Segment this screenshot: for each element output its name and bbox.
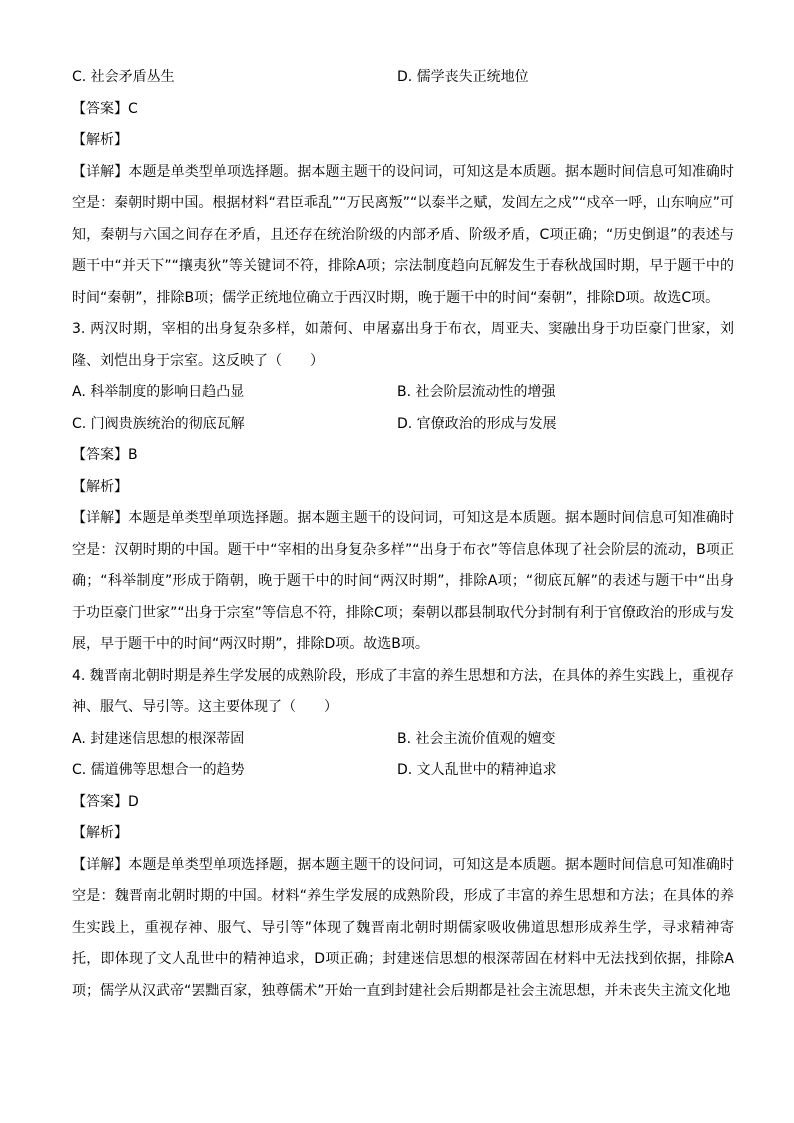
q2-answer (72, 94, 734, 126)
q3-stem: 3. 两汉时期，宰相的出身复杂多样，如萧何、申屠嘉出身于布衣，周亚夫、窦融出身于功臣豪门世家，刘隆、刘恺出身于宗室。这反映了（ ） (72, 321, 734, 369)
q2-options-row-cd (72, 62, 734, 94)
q4-option-c: C. 儒道佛等思想合一的趋势 (72, 762, 245, 778)
q2-answer-value: C (128, 100, 138, 117)
q4-options-row-ab (72, 724, 734, 756)
q3-option-d: D. 官僚政治的形成与发展 (397, 415, 557, 432)
q3-detail-tag: 【详解】 (72, 510, 129, 526)
q4-options-row-cd (72, 755, 734, 787)
q4-analysis-heading: 【解析】 (72, 825, 128, 841)
q2-option-d: D. 儒学丧失正统地位 (397, 69, 529, 85)
q4-option-d: D. 文人乱世中的精神追求 (397, 762, 557, 778)
q3-option-a: A. 科举制度的影响日趋凸显 (72, 384, 245, 400)
q4-answer-value: D (128, 793, 139, 810)
q3-option-c: C. 门阀贵族统治的彻底瓦解 (72, 415, 245, 432)
q4-option-a: A. 封建迷信思想的根深蒂固 (72, 730, 245, 747)
q4-stem: 4. 魏晋南北朝时期是养生学发展的成熟阶段，形成了丰富的养生思想和方法，在具体的养生实践上，重视存神、服气、导引等。这主要体现了（ ） (72, 667, 734, 715)
q4-answer (72, 787, 734, 819)
q3-detail-text: 本题是单类型单项选择题。据本题主题干的设问词，可知这是本质题。据本题时间信息可知准确时空是：汉朝时期的中国。题干中“宰相的出身复杂多样”“出身于布衣”等信息体现了社会阶层的流动，B项正确；“科举制度”形成于隋朝，晚于题干中的时间“两汉时期”，排除A项；“彻底瓦解”的表述与题干中“出身于功臣豪门世家”“出身于宗室”等信息不符，排除C项；秦朝以郡县制取代分封制有利于官僚政治的形成与发展，早于题干中的时间“两汉时期”，排除D项。故选B项。 (72, 510, 735, 652)
q2-detail-text: 本题是单类型单项选择题。据本题主题干的设问词，可知这是本质题。据本题时间信息可知准确时空是：秦朝时期中国。根据材料“君臣乖乱”“万民离叛”“以泰半之赋，发闾左之戍”“戍卒一呼，山东响应”可知，秦朝与六国之间存在矛盾，且还存在统治阶级的内部矛盾、阶级矛盾，C项正确；“历史倒退”的表述与题干中“并天下”“攘夷狄”等关键词不符，排除A项；宗法制度趋向瓦解发生于春秋战国时期，早于题干中的时间“秦朝”，排除B项；儒学正统地位确立于西汉时期，晚于题干中的时间“秦朝”，排除D项。故选C项。 (72, 163, 735, 306)
q2-answer-tag: 【答案】 (72, 100, 128, 117)
q2-option-c: C. 社会矛盾丛生 (72, 69, 175, 85)
q4-detail-tag: 【详解】 (72, 856, 129, 873)
q3-answer-tag: 【答案】 (72, 447, 128, 463)
q2-detail-paragraph (72, 157, 734, 315)
q3-option-b: B. 社会阶层流动性的增强 (397, 384, 556, 400)
q3-analysis-heading: 【解析】 (72, 478, 128, 495)
q3-detail-paragraph (72, 503, 734, 661)
q4-detail-paragraph (72, 850, 734, 1008)
document-page (72, 62, 734, 1007)
q4-detail-text: 本题是单类型单项选择题，据本题主题干的设问词，可知这是本质题。据本题时间信息可知准确时空是：魏晋南北朝时期的中国。材料“养生学发展的成熟阶段，形成了丰富的养生思想和方法；在具体的养生实践上，重视存神、服气、导引等”体现了魏晋南北朝时期儒家吸收佛道思想形成养生学，寻求精神寄托，即体现了文人乱世中的精神追求，D项正确；封建迷信思想的根深蒂固在材料中无法找到依据，排除A项；儒学从汉武帝“罢黜百家，独尊儒术”开始一直到封建社会后期都是社会主流思想，并未丧失主流文化地 (72, 856, 735, 999)
q2-detail-tag: 【详解】 (72, 163, 129, 180)
q3-answer (72, 440, 734, 472)
q4-option-b: B. 社会主流价值观的嬗变 (397, 730, 556, 747)
q2-analysis-heading: 【解析】 (72, 132, 128, 148)
q3-answer-value: B (128, 447, 138, 463)
q4-answer-tag: 【答案】 (72, 793, 128, 810)
q3-options-row-cd (72, 409, 734, 441)
q3-options-row-ab (72, 377, 734, 409)
